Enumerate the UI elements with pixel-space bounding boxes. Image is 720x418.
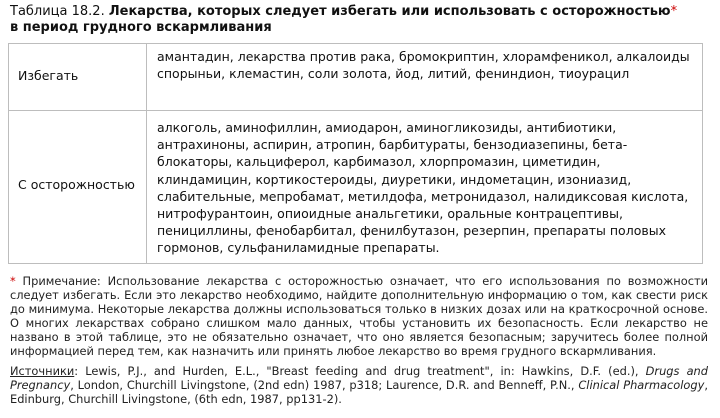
sources-part3: , Edinburg, Churchill Livingstone, (6th edn, 1987, pp131-2). — [10, 378, 708, 406]
footnote-star-marker: * — [10, 274, 16, 288]
sources-part1: : Lewis, P.J., and Hurden, E.L., "Breast feeding and drug treatment", in: Hawkins, D.F. (ed.), — [74, 364, 646, 378]
footnote — [10, 274, 708, 358]
table-title — [10, 4, 710, 36]
drug-table — [8, 43, 703, 264]
row-label-avoid: Избегать — [18, 68, 79, 83]
table-row-caution — [9, 111, 702, 263]
sources — [10, 364, 708, 406]
footnote-star: * — [670, 4, 678, 19]
sources-book2: Clinical Pharmacology — [578, 378, 705, 392]
sources-label: Источники — [10, 364, 75, 378]
footnote-text: Примечание: Использование лекарства с осторожностью означает, что его использования по возможности следует избегать. Если это лекарство необходимо, найдите дополнительную информацию о том, как свести риск до минимума. Некоторые лекарства должны использоваться только в низких дозах или на краткосрочной основе. О многих лекарствах собрано слишком мало данных, чтобы установить их безопасность. Если лекарство не названо в этой таблице, это не обязательно означает, что оно является безопасным; заручитесь более полной информацией перед тем, как назначить или принять любое лекарство во время грудного вскармливания. — [10, 274, 708, 358]
sources-part2: , London, Churchill Livingstone, (2nd edn) 1987, p318; Laurence, D.R. and Benneff, P.N., — [70, 378, 579, 392]
row-content-caution: алкоголь, аминофиллин, амиодарон, аминогликозиды, антибиотики, антрахиноны, аспирин, атропин, барбитураты, бензодиазепины, бета-блокаторы, кальциферол, карбимазол, хлорпромазин, циметидин, клиндамицин, кортикостероиды, диуретики, индометацин, изониазид, слабительные, мепробамат, метилдофа, метронидазол, налидиксовая кислота, нитрофурантоин, опиоидные анальгетики, оральные контрацептивы, пенициллины, фенобарбитал, фенилбутазон, резерпин, препараты половых гормонов, сульфаниламидные препараты. — [157, 120, 689, 256]
row-label-caution: С осторожностью — [18, 177, 135, 192]
table-title-text: Лекарства, которых следует избегать или использовать с осторожностью — [108, 4, 671, 19]
table-number: Таблица 18.2. — [10, 4, 109, 19]
table-title-line2: в период грудного вскармливания — [10, 20, 272, 35]
sources-book1: Drugs and Pregnancy — [10, 364, 708, 392]
row-content-avoid: амантадин, лекарства против рака, бромокриптин, хлорамфеникол, алкалоиды спорыньи, клемастин, соли золота, йод, литий, фениндион, тиоурацил — [157, 49, 690, 82]
table-row-avoid — [9, 44, 702, 111]
